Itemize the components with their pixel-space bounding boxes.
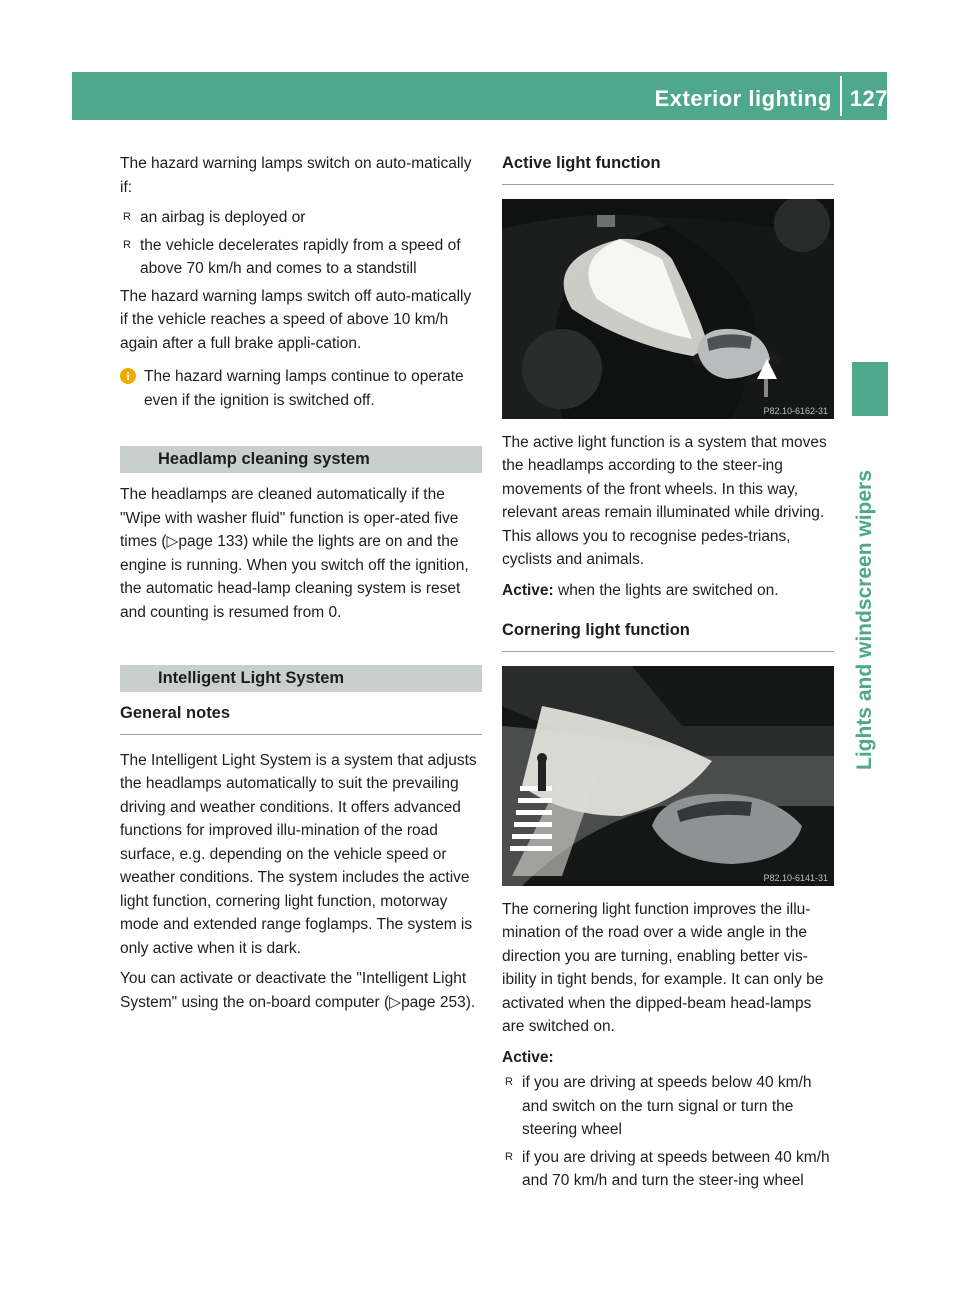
bullet-mark: R	[505, 1076, 513, 1088]
hazard-on-text: The hazard warning lamps switch on auto-matically if:	[120, 155, 472, 196]
general-notes-heading: General notes	[120, 702, 482, 735]
headlamp-cleaning-heading: Headlamp cleaning system	[120, 446, 482, 473]
page-number: 127	[849, 85, 888, 111]
header-title	[655, 84, 888, 114]
intelligent-light-heading: Intelligent Light System	[120, 665, 482, 692]
active-light-illustration	[502, 199, 834, 419]
hazard-off-text: The hazard warning lamps switch off auto-matically if the vehicle reaches a speed of above 10 km/h again after a full brake appli-cation.	[120, 287, 472, 352]
header-separator	[840, 76, 842, 116]
cornering-light-text: The cornering light function improves the illu-mination of the road over a wide angle in the direction you are turning, enabling better vis-ibility in tight bends, for example. It can only be activated when the dipped-beam head-lamps are switched on.	[502, 900, 824, 1035]
bullet-mark: R	[505, 1150, 513, 1163]
side-tab-label: Lights and windscreen wipers	[853, 470, 876, 770]
active-light-drawing	[502, 199, 834, 419]
info-icon: i	[120, 368, 136, 384]
general-notes-text: The Intelligent Light System is a system that adjusts the headlamps automatically to suit the prevailing driving and weather conditions. It offers advanced functions for improved illu-mination of the road surface, e.g. depending on the vehicle speed or weather conditions. The system includes the active light function, cornering light function, motorway mode and extended range foglamps. The system is only active when it is dark.	[120, 751, 477, 957]
cornering-active-label: Active:	[502, 1048, 554, 1066]
bullet-mark: R	[123, 238, 131, 251]
active-condition: Active: when the lights are switched on.	[502, 581, 779, 599]
page-ref-arrow-icon: ▷	[389, 993, 402, 1011]
list-item: R an airbag is deployed or	[120, 206, 482, 230]
page-ref-link[interactable]: page 253	[401, 993, 466, 1011]
list-item: R if you are driving at speeds between 40 km/h and 70 km/h and turn the steer-ing wheel	[502, 1146, 834, 1193]
image-code: P82.10-6162-31	[763, 405, 828, 416]
image-code: P82.10-6141-31	[763, 872, 828, 883]
left-column	[120, 152, 482, 1021]
side-tab-marker	[852, 362, 888, 416]
active-light-heading: Active light function	[502, 152, 834, 185]
list-item: R the vehicle decelerates rapidly from a speed of above 70 km/h and comes to a standstill	[120, 234, 482, 281]
right-column	[502, 152, 834, 1197]
activation-text: You can activate or deactivate the "Intelligent Light System" using the on-board computer (▷page 253).	[120, 970, 476, 1011]
cornering-light-heading: Cornering light function	[502, 619, 834, 652]
section-title: Exterior lighting	[654, 85, 832, 111]
page-ref-arrow-icon: ▷	[166, 533, 179, 550]
bullet-mark: R	[123, 211, 131, 223]
list-item: R if you are driving at speeds below 40 km/h and switch on the turn signal or turn the steering wheel	[502, 1071, 834, 1142]
info-text: The hazard warning lamps continue to operate even if the ignition is switched off.	[144, 368, 464, 409]
active-light-text: The active light function is a system that moves the headlamps according to the steer-ing movements of the front wheels. In this way, relevant areas remain illuminated while driving. This allows you to recognise pedes-trians, cyclists and animals.	[502, 433, 827, 568]
info-note	[120, 365, 482, 412]
cornering-light-drawing	[502, 666, 834, 886]
cornering-light-illustration	[502, 666, 834, 886]
page-ref-link[interactable]: page 133	[178, 533, 244, 550]
headlamp-cleaning-text: The headlamps are cleaned automatically if the "Wipe with washer fluid" function is oper-ated five times (▷page 133) while the lights are on and the engine is running. When you switch off the ignition, the automatic head-lamp cleaning system is reset and counting is resumed from 0.	[120, 486, 469, 621]
